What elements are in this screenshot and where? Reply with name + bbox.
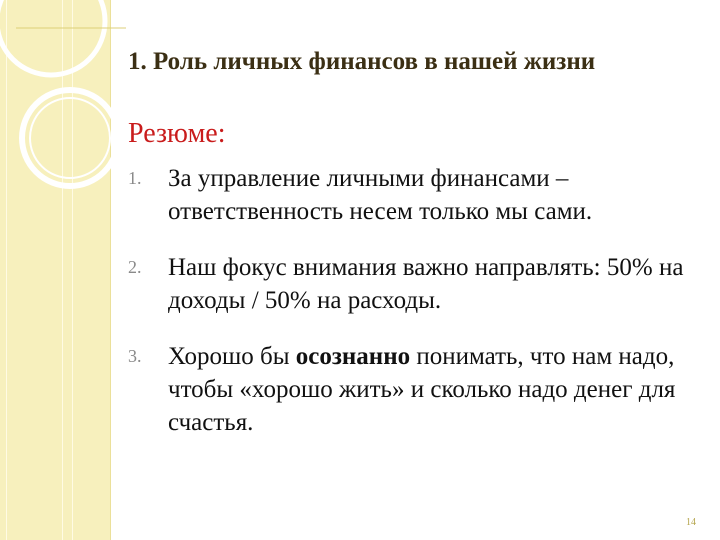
item-text: Наш фокус внимания важно направлять: 50% на доходы / 50% на расходы. [168,254,684,314]
item-number: 1. [128,168,142,188]
summary-list [128,162,708,439]
item-text: За управление личными финансами – ответственность несем только мы сами. [168,165,593,225]
list-item [128,340,708,439]
item-number: 3. [128,346,142,366]
sidebar-stripe [72,0,73,540]
sidebar-stripe [62,0,63,540]
page-number: 14 [686,517,696,528]
item-text-emphasis: осознанно [295,343,411,370]
list-item [128,251,708,317]
list-item [128,162,708,228]
sidebar-panel [0,0,111,540]
item-number: 2. [128,257,142,277]
item-text-after: понимать, что нам надо, чтобы «хорошо жить» и сколько надо денег для счастья. [168,343,676,436]
item-text-before: Хорошо бы [168,343,296,370]
sidebar-stripe [6,0,7,540]
slide-subtitle: Резюме: [128,118,226,149]
slide-title: 1. Роль личных финансов в нашей жизни [128,48,596,75]
